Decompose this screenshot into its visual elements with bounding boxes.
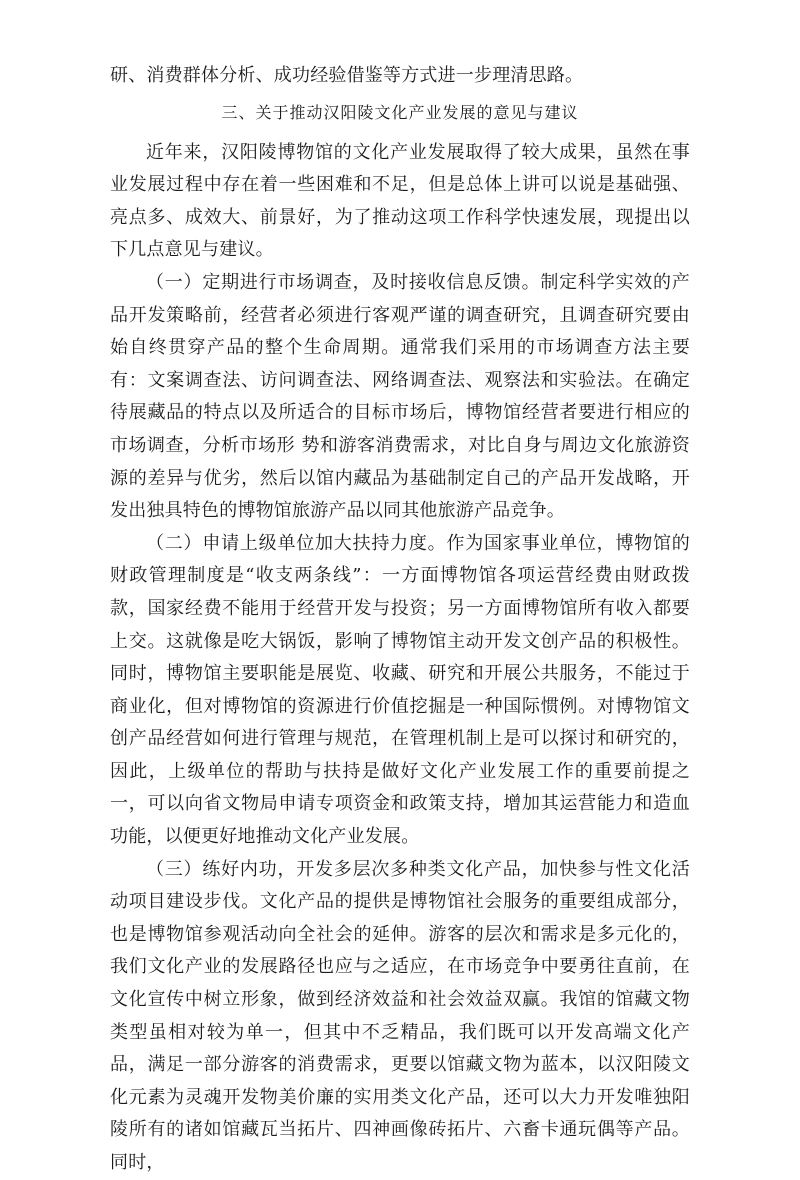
paragraph-intro: 近年来，汉阳陵博物馆的文化产业发展取得了较大成果，虽然在事业发展过程中存在着一些困难和不足，但是总体上讲可以说是基础强、亮点多、成效大、前景好，为了推动这项工作科学快速发展，现提出以下几点意见与建议。 [110,141,690,261]
section-title: 三、关于推动汉阳陵文化产业发展的意见与建议 [221,102,579,122]
paragraph-products: （三）练好内功，开发多层次多种类文化产品，加快参与性文化活动项目建设步伐。文化产品的提供是博物馆社会服务的重要组成部分，也是博物馆参观活动向全社会的延伸。游客的层次和需求是多元化的，我们文化产业的发展路径也应与之适应，在市场竞争中要勇往直前，在文化宣传中树立形象，做到经济效益和社会效益双赢。我馆的馆藏文物类型虽相对较为单一，但其中不乏精品，我们既可以开发高端文化产品，满足一部分游客的消费需求，更要以馆藏文物为蓝本，以汉阳陵文化元素为灵魂开发物美价廉的实用类文化产品，还可以大力开发唯独阳陵所有的诸如馆藏瓦当拓片、四神画像砖拓片、六畜卡通玩偶等产品。同时， [110,858,690,1173]
continuation-text: 研、消费群体分析、成功经验借鉴等方式进一步理清思路。 [110,65,584,86]
paragraph-support: （二）申请上级单位加大扶持力度。作为国家事业单位，博物馆的财政管理制度是“收支两条线”：一方面博物馆各项运营经费由财政拨款，国家经费不能用于经营开发与投资；另一方面博物馆所有收入都要上交。这就像是吃大锅饭，影响了博物馆主动开发文创产品的积极性。同时，博物馆主要职能是展览、收藏、研究和开展公共服务，不能过于商业化，但对博物馆的资源进行价值挖掘是一种国际惯例。对博物馆文创产品经营如何进行管理与规范，在管理机制上是可以探讨和研究的，因此，上级单位的帮助与扶持是做好文化产业发展工作的重要前提之一，可以向省文物局申请专项资金和政策支持，增加其运营能力和造血功能，以便更好地推动文化产业发展。 [110,532,690,848]
paragraph-market-survey: （一）定期进行市场调查，及时接收信息反馈。制定科学实效的产品开发策略前，经营者必须进行客观严谨的调查研究，且调查研究要由始自终贯穿产品的整个生命周期。通常我们采用的市场调查方法主要 有：文案调查法、访问调查法、网络调查法、观察法和实验法。在确定待展藏品的特点以及所适合的目标市场后，博物馆经营者要进行相应的市场调查，分析市场形 势和游客消费需求，对比自身与周边文化旅游资源的差异与优劣，然后以馆内藏品为基础制定自己的产品开发战略，开发出独具特色的博物馆旅游产品以同其他旅游产品竞争。 [110,271,690,522]
document-body [110,60,690,1180]
